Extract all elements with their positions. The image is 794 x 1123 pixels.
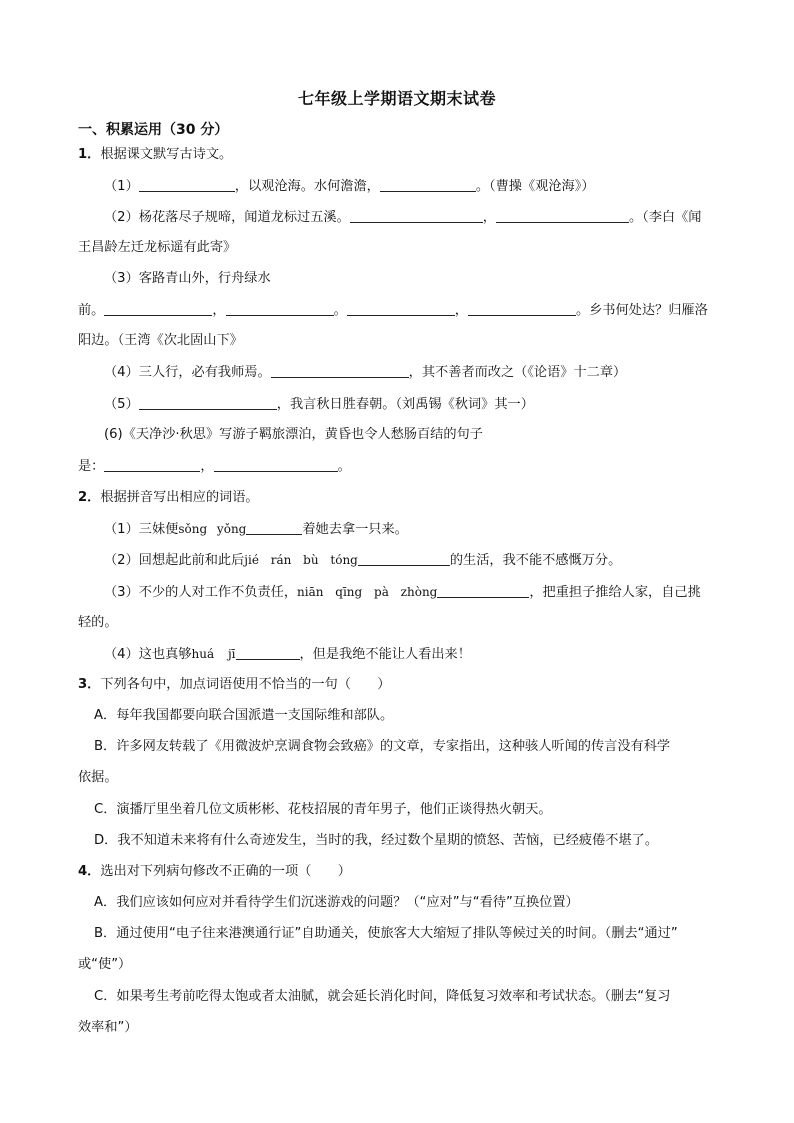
item-text: （4）三人行，必有我师焉。: [104, 365, 271, 380]
item-text: ，: [454, 303, 468, 318]
item-text: 前。: [78, 303, 105, 318]
item-text: （2）杨花落尽子规啼，闻道龙标过五溪。: [104, 210, 350, 225]
q2-item-3-cont: 轻的。: [78, 615, 118, 630]
pinyin: huá jī: [191, 647, 236, 661]
q2-item-3: [104, 583, 701, 602]
answer-blank[interactable]: [139, 395, 277, 410]
q1-item-5: [104, 395, 534, 414]
question-2-stem: [78, 489, 259, 507]
item-text: 。: [333, 303, 347, 318]
answer-blank[interactable]: [347, 301, 455, 316]
question-number: 1．: [78, 147, 101, 162]
q1-item-6: (6)《天净沙·秋思》写游子羁旅漂泊，黄昏也令人愁肠百结的句子: [104, 427, 483, 442]
question-4-stem: [78, 863, 351, 881]
item-text: 。: [337, 459, 351, 474]
item-text: 。（李白《闻: [628, 210, 702, 225]
answer-blank[interactable]: [350, 208, 483, 223]
q2-item-1: [104, 520, 408, 539]
item-text: 。乡书何处达？归雁洛: [575, 303, 708, 318]
q4-option-b-cont: 或“使”）: [78, 957, 132, 972]
item-text: 着她去拿一只来。: [302, 522, 408, 537]
answer-blank[interactable]: [496, 208, 629, 223]
q4-option-a[interactable]: A．我们应该如何应对并看待学生们沉迷游戏的问题？（“应对”与“看待”互换位置）: [94, 895, 579, 910]
item-text: ，我言秋日胜春朝。（刘禹锡《秋词》其一）: [276, 397, 534, 412]
item-text: ，以观沧海。水何澹澹，: [234, 179, 380, 194]
question-number: 2．: [78, 490, 101, 505]
q3-option-d[interactable]: D．我不知道未来将有什么奇迹发生，当时的我，经过数个星期的愤怒、苦恼，已经疲倦不堪了。: [94, 833, 659, 848]
answer-blank[interactable]: [468, 301, 576, 316]
item-text: 的生活，我不能不感慨万分。: [449, 553, 622, 568]
item-text: ，其不善者而改之（《论语》十二章）: [408, 365, 627, 380]
item-label: （1）: [104, 179, 139, 194]
question-number: 3．: [78, 677, 101, 692]
q4-option-b[interactable]: B．通过使用“电子往来港澳通行证”自助通关，使旅客大大缩短了排队等候过关的时间。（删去“通过”: [94, 926, 678, 941]
answer-blank[interactable]: [104, 301, 212, 316]
answer-blank[interactable]: [139, 177, 235, 192]
answer-blank[interactable]: [226, 301, 334, 316]
q3-option-b[interactable]: B．许多网友转载了《用微波炉烹调食物会致癌》的文章，专家指出，这种骇人听闻的传言没有科学: [94, 739, 671, 754]
q3-option-c[interactable]: C．演播厅里坐着几位文质彬彬、花枝招展的青年男子，他们正谈得热火朝天。: [94, 802, 552, 817]
item-text: （2）回想起此前和此后: [104, 553, 245, 568]
item-text: （4）这也真够: [104, 647, 192, 662]
item-text: ，: [200, 459, 214, 474]
item-label: （5）: [104, 397, 139, 412]
answer-blank[interactable]: [358, 551, 450, 566]
q2-item-2: [104, 551, 621, 570]
q1-item-4: [104, 363, 626, 382]
item-text: ，但是我绝不能让人看出来！: [299, 647, 471, 662]
question-number: 4．: [78, 864, 101, 879]
q1-item-6-cont: [78, 457, 351, 476]
question-text: 根据拼音写出相应的词语。: [100, 490, 259, 505]
section-heading: 一、积累运用（30 分）: [78, 122, 229, 138]
page-title: 七年级上学期语文期末试卷: [297, 89, 496, 108]
question-1-stem: [78, 146, 232, 164]
q1-item-2: [104, 208, 701, 227]
question-text: 选出对下列病句修改不正确的一项（ ）: [100, 864, 351, 879]
answer-blank[interactable]: [437, 583, 529, 598]
pinyin: niān qīng pà zhòng: [297, 585, 438, 599]
q4-option-c[interactable]: C．如果考生考前吃得太饱或者太油腻，就会延长消化时间，降低复习效率和考试状态。（删去“复习: [94, 989, 671, 1004]
answer-blank[interactable]: [214, 457, 338, 472]
q3-option-a[interactable]: A．每年我国都要向联合国派遣一支国际维和部队。: [94, 708, 394, 723]
answer-blank[interactable]: [271, 363, 409, 378]
q3-option-b-cont: 依据。: [78, 770, 118, 785]
answer-blank[interactable]: [380, 177, 476, 192]
q1-item-3: （3）客路青山外，行舟绿水: [104, 271, 271, 286]
item-text: （3）不少的人对工作不负责任，: [104, 585, 298, 600]
q1-item-3-cont: [78, 301, 708, 320]
q1-item-2-cont: 王昌龄左迁龙标遥有此寄》: [78, 240, 237, 255]
answer-blank[interactable]: [104, 457, 200, 472]
question-3-stem: [78, 676, 391, 694]
question-text: 根据课文默写古诗文。: [100, 147, 233, 162]
q2-item-4: [104, 645, 471, 664]
answer-blank[interactable]: [246, 520, 302, 535]
pinyin: sǒng yǒng: [178, 522, 247, 536]
q1-item-1: [104, 177, 595, 196]
pinyin: jié rán bù tóng: [244, 553, 358, 567]
question-text: 下列各句中，加点词语使用不恰当的一句（ ）: [100, 677, 391, 692]
q4-option-c-cont: 效率和”）: [78, 1020, 138, 1035]
item-text: ，: [212, 303, 226, 318]
item-text: ，: [482, 210, 496, 225]
item-text: 。（曹操《观沧海》）: [475, 179, 595, 194]
item-text: ，把重担子推给人家，自己挑: [529, 585, 701, 600]
item-text: 是：: [78, 459, 105, 474]
item-text: （1）三妹便: [104, 522, 179, 537]
answer-blank[interactable]: [236, 645, 300, 660]
q1-item-3-end: 阳边。（王湾《次北固山下》: [78, 333, 243, 348]
